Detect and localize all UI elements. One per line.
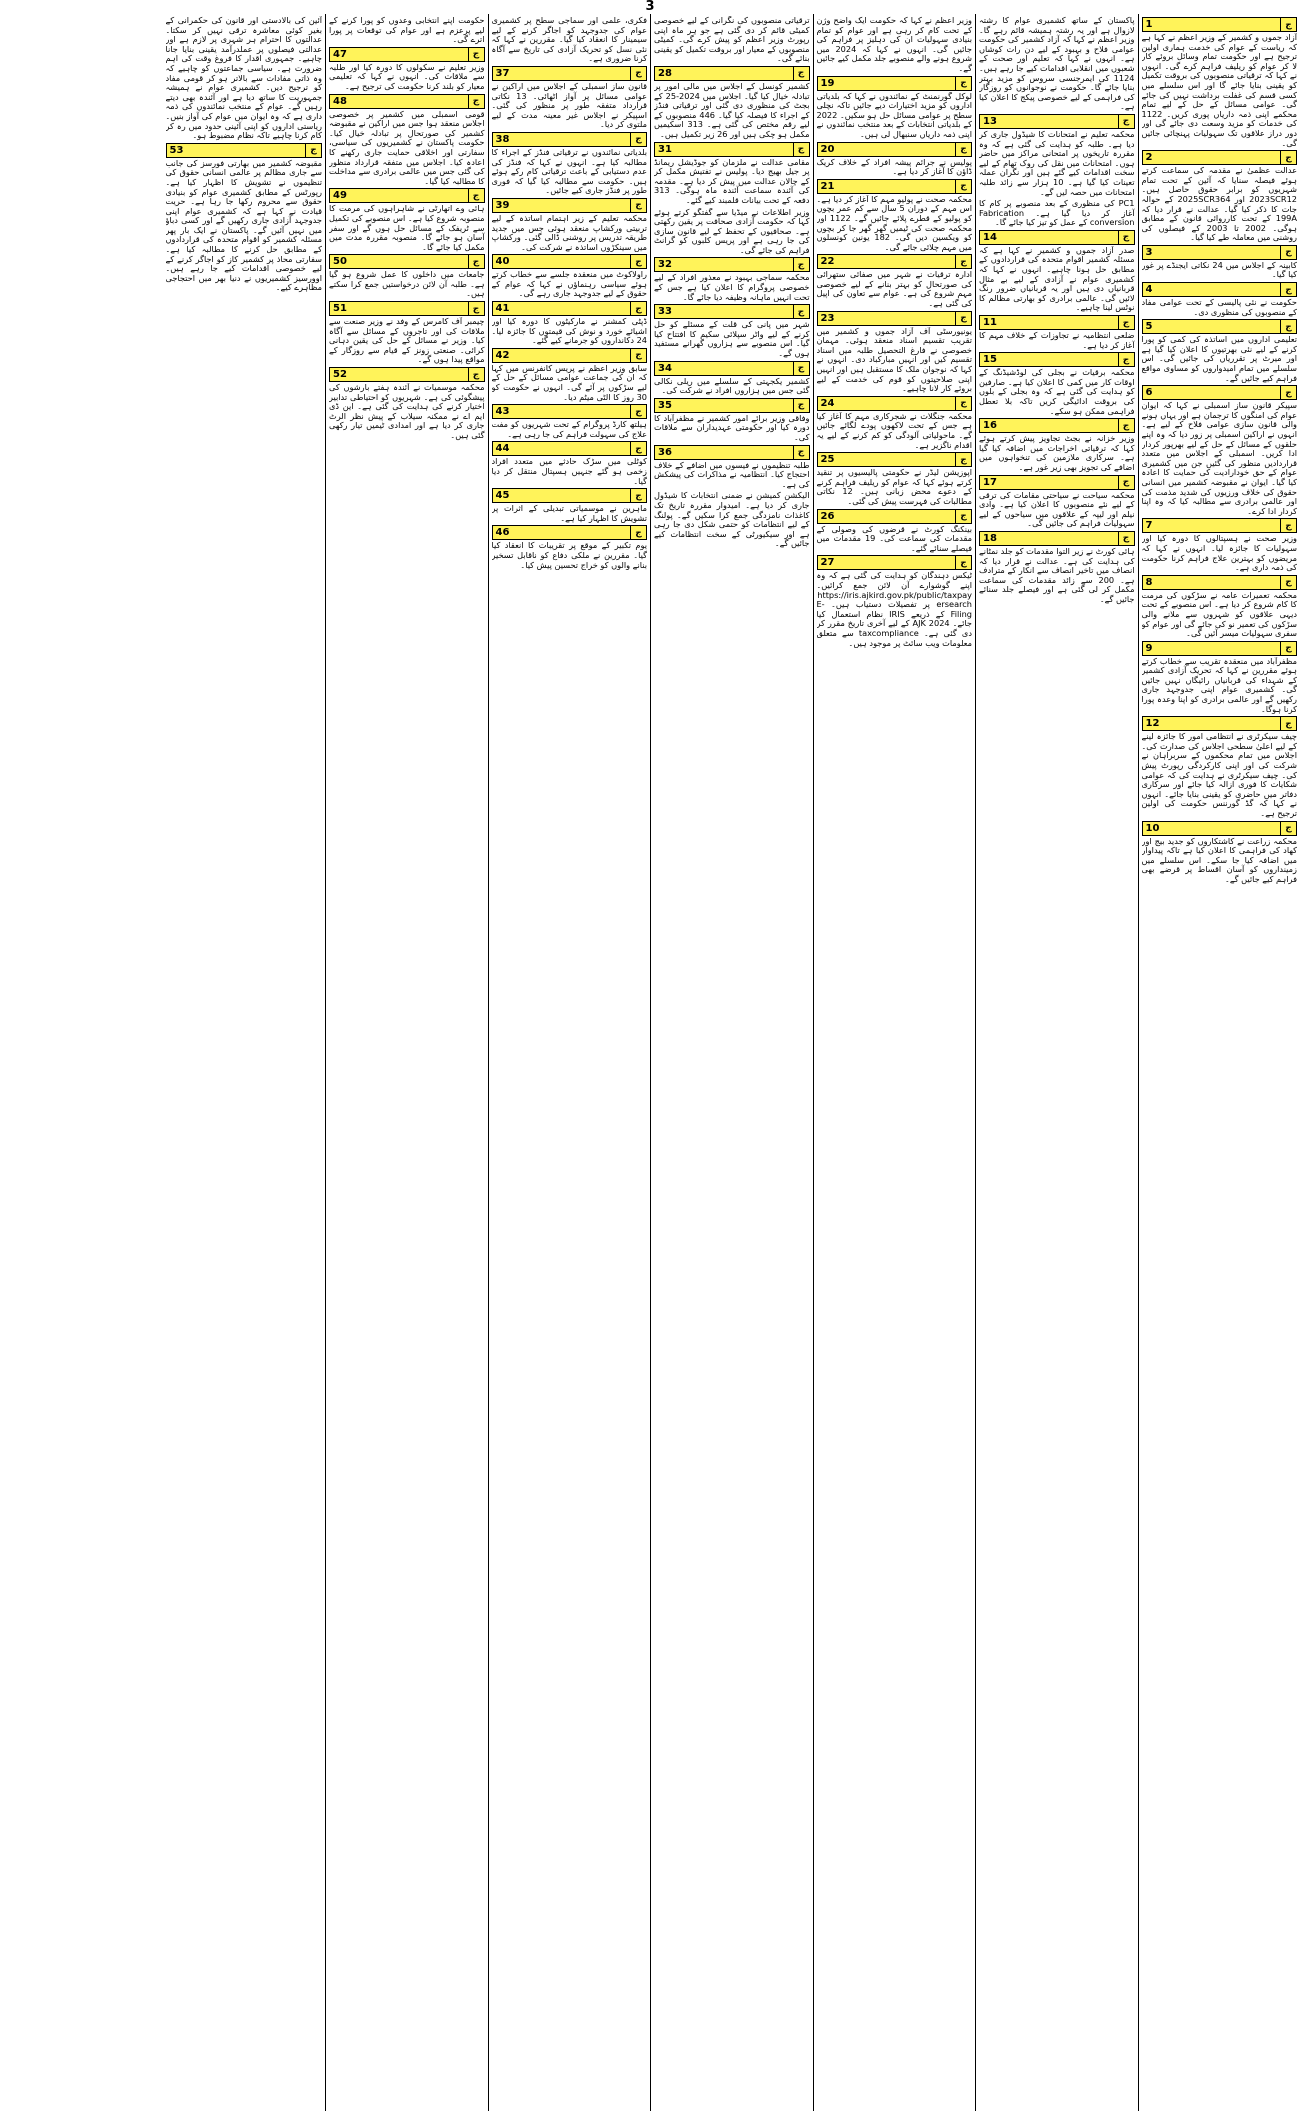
news-column [1138,14,1300,2111]
item-header-bar [1142,575,1298,590]
news-item [1142,518,1298,572]
newspaper-logo-icon: ج [630,255,646,268]
item-text: ادارہ ترقیات نے شہر میں صفائی ستھرائی کی صورتحال کو بہتر بنانے کے لیے خصوصی مہم شروع کی ہے۔ عوام سے تعاون کی اپیل کی گئی ہے۔ [816,270,972,309]
news-item [654,16,810,64]
news-item [329,47,485,92]
newspaper-logo-icon: ج [630,349,646,362]
item-header-bar [492,301,648,316]
item-header-bar [654,398,810,413]
newspaper-logo-icon: ج [630,405,646,418]
item-text: محکمہ تعلیم کے زیر اہتمام اساتذہ کے لیے تربیتی ورکشاپ منعقد ہوئی جس میں جدید طریقہ تدریس پر روشنی ڈالی گئی۔ ورکشاپ میں سینکڑوں اساتذہ نے شرکت کی۔ [491,213,647,252]
item-text: ڈپٹی کمشنر نے مارکیٹوں کا دورہ کیا اور اشیائے خورد و نوش کی قیمتوں کا جائزہ لیا۔ 24 دکانداروں کو جرمانے کیے گئے۔ [491,317,647,346]
item-number: 48 [333,95,347,107]
item-number: 14 [983,231,997,243]
item-header-bar [492,254,648,269]
item-number: 36 [658,446,672,458]
item-number: 11 [983,317,997,329]
item-header-bar [654,304,810,319]
newspaper-logo-icon: ج [1280,642,1296,655]
news-item [1142,575,1298,639]
news-item [166,143,323,293]
news-item [492,16,648,64]
newspaper-logo-icon: ج [630,67,646,80]
item-header-bar [654,142,810,157]
item-number: 18 [983,532,997,544]
newspaper-logo-icon: ج [1118,231,1134,244]
item-text: پاکستان کے ساتھ کشمیری عوام کا رشتہ لازوال ہے اور یہ رشتہ ہمیشہ قائم رہے گا۔ وزیر اعظم نے کہا کہ آزاد کشمیر کی حکومت عوامی فلاح و بہبود کے لیے دن رات کوشاں ہے۔ انہوں نے کہا کہ تعلیم اور صحت کے شعبوں میں انقلابی اقدامات کیے جا رہے ہیں۔ 1124 کی ایمرجنسی سروس کو مزید بہتر بنایا جائے گا۔ حکومت نے نوجوانوں کو روزگار کی فراہمی کے لیے خصوصی پیکج کا اعلان کیا ہے۔ [979,16,1135,112]
item-text: تعلیمی اداروں میں اساتذہ کی کمی کو پورا کرنے کے لیے نئی بھرتیوں کا اعلان کیا گیا ہے اور میرٹ پر تقرریاں کی جائیں گی۔ اس سلسلے میں تمام امیدواروں کو مساوی مواقع فراہم کیے جائیں گے۔ [1141,335,1297,383]
item-text: محکمہ موسمیات نے آئندہ ہفتے بارشوں کی پیشگوئی کی ہے۔ شہریوں کو احتیاطی تدابیر اختیار کرنے کی ہدایت کی گئی ہے۔ این ڈی ایم اے نے ممکنہ سیلاب کے پیش نظر الرٹ جاری کر دیا ہے اور امدادی ٹیمیں تیار رکھی گئی ہیں۔ [329,383,485,440]
newspaper-logo-icon: ج [955,77,971,90]
item-number: 37 [495,67,510,79]
item-header-bar [979,352,1135,367]
newspaper-logo-icon: ج [955,510,971,523]
newspaper-logo-icon: ج [1280,519,1296,532]
item-number: 24 [820,397,835,409]
item-number: 9 [1145,642,1153,654]
item-header-bar [329,301,485,316]
item-number: 47 [333,48,347,60]
news-item [329,301,485,365]
item-number: 17 [983,476,997,488]
item-text: آئین کی بالادستی اور قانون کی حکمرانی کے بغیر کوئی معاشرہ ترقی نہیں کر سکتا۔ عدالتوں کا احترام ہر شہری پر لازم ہے اور عدالتی فیصلوں پر عملدرآمد یقینی بنایا جانا چاہیے۔ جمہوری اقدار کا فروغ وقت کی اہم ضرورت ہے۔ سیاسی جماعتوں کو چاہیے کہ وہ ذاتی مفادات سے بالاتر ہو کر قومی مفاد کو ترجیح دیں۔ کشمیری عوام نے ہمیشہ جمہوریت کا ساتھ دیا ہے اور آئندہ بھی دیتے رہیں گے۔ عوام کے منتخب نمائندوں کی ذمہ داری ہے کہ وہ ایوان میں عوام کی آواز بنیں۔ ریاستی اداروں کو اپنی آئینی حدود میں رہ کر کام کرنا چاہیے تاکہ نظام مضبوط ہو۔ [165,16,322,141]
news-item [817,16,973,74]
item-text: محکمہ سماجی بہبود نے معذور افراد کے لیے خصوصی پروگرام کا اعلان کیا ہے جس کے تحت انہیں ماہانہ وظیفہ دیا جائے گا۔ [654,273,810,302]
item-text: یوم تکبیر کے موقع پر تقریبات کا انعقاد کیا گیا۔ مقررین نے ملکی دفاع کو ناقابل تسخیر بنانے والوں کو خراج تحسین پیش کیا۔ [491,541,647,570]
item-number: 31 [658,143,672,155]
news-item [1142,17,1298,148]
news-item [1142,150,1298,243]
item-number: 26 [820,510,835,522]
item-text: شہر میں پانی کی قلت کے مسئلے کو حل کرنے کے لیے واٹر سپلائی سکیم کا افتتاح کیا گیا۔ اس منصوبے سے ہزاروں گھرانے مستفید ہوں گے۔ [654,320,810,359]
item-text: وزیر صحت نے ہسپتالوں کا دورہ کیا اور سہولیات کا جائزہ لیا۔ انہوں نے کہا کہ مریضوں کو بہترین علاج فراہم کرنا حکومت کی ذمہ داری ہے۔ [1141,534,1297,573]
news-item [492,66,648,130]
item-text: فکری، علمی اور سماجی سطح پر کشمیری عوام کی جدوجہد کو اجاگر کرنے کے لیے سیمینار کا انعقاد کیا گیا۔ مقررین نے کہا کہ نئی نسل کو تحریک آزادی کی تاریخ سے آگاہ کرنا ضروری ہے۔ [491,16,647,64]
news-item [654,398,810,443]
item-number: 7 [1145,520,1153,532]
item-number: 3 [1145,246,1153,258]
item-header-bar [329,254,485,269]
news-item [654,66,810,140]
newspaper-logo-icon: ج [1280,717,1296,730]
item-text: ہائی وے اتھارٹی نے شاہراہوں کی مرمت کا منصوبہ شروع کیا ہے۔ اس منصوبے کی تکمیل سے ٹریفک کے مسائل حل ہوں گے اور سفر آسان ہو جائے گا۔ منصوبہ مقررہ مدت میں مکمل کیا جائے گا۔ [329,204,485,252]
newspaper-logo-icon: ج [630,489,646,502]
news-item [979,230,1135,313]
news-item [817,254,973,308]
news-item [329,254,485,299]
item-number: 39 [495,199,510,211]
newspaper-logo-icon: ج [630,442,646,455]
item-text: محکمہ تعلیم نے امتحانات کا شیڈول جاری کر دیا ہے۔ طلبہ کو ہدایت کی گئی ہے کہ وہ مقررہ تاریخوں پر امتحانی مراکز میں حاضر ہوں۔ امتحانات میں نقل کی روک تھام کے لیے سخت اقدامات کیے گئے ہیں اور نگران عملہ تعینات کیا گیا ہے۔ 10 ہزار سے زائد طلبہ امتحانات میں حصہ لیں گے۔ [979,129,1135,197]
item-header-bar [817,509,973,524]
news-item [166,16,323,141]
newspaper-logo-icon: ج [793,446,809,459]
item-header-bar [817,76,973,91]
item-text: سابق وزیر اعظم نے پریس کانفرنس میں کہا کہ ان کی جماعت عوامی مسائل کے حل کے لیے سڑکوں پر آئے گی۔ انہوں نے حکومت کو 30 روز کا الٹی میٹم دیا۔ [491,363,647,402]
newspaper-logo-icon: ج [1280,386,1296,399]
newspaper-logo-icon: ج [793,258,809,271]
item-header-bar [1142,245,1298,260]
news-item [1142,385,1298,516]
item-number: 2 [1145,152,1153,164]
news-item [654,257,810,302]
news-column [813,14,976,2111]
page-number: 3 [645,0,655,14]
news-item [817,76,973,140]
item-number: 49 [333,190,347,202]
news-item [979,531,1135,605]
item-text: وفاقی وزیر برائے امور کشمیر نے مظفرآباد کا دورہ کیا اور حکومتی عہدیداران سے ملاقات کی۔ [654,413,810,442]
item-header-bar [492,198,648,213]
news-item [654,445,810,490]
item-header-bar [1142,518,1298,533]
item-header-bar [1142,282,1298,297]
item-header-bar [979,114,1135,129]
news-item [979,475,1135,529]
item-number: 43 [495,406,510,418]
newspaper-logo-icon: ج [793,143,809,156]
news-column [975,14,1138,2111]
item-header-bar [979,531,1135,546]
item-text: کشمیر یکجہتی کے سلسلے میں ریلی نکالی گئی جس میں ہزاروں افراد نے شرکت کی۔ [654,376,810,396]
newspaper-logo-icon: ج [1118,316,1134,329]
item-text: بلدیاتی نمائندوں نے ترقیاتی فنڈز کے اجراء کا مطالبہ کیا ہے۔ انہوں نے کہا کہ فنڈز کی عدم دستیابی کے باعث ترقیاتی کام رکے ہوئے ہیں۔ حکومت سے مطالبہ کیا گیا کہ فوری طور پر فنڈز جاری کیے جائیں۔ [491,147,647,196]
news-item [817,555,973,648]
item-number: 10 [1145,822,1160,834]
item-text: محکمہ جنگلات نے شجرکاری مہم کا آغاز کیا ہے جس کے تحت لاکھوں پودے لگائے جائیں گے۔ ماحولیاتی آلودگی کو کم کرنے کے لیے یہ اقدام ناگزیر ہے۔ [816,411,972,450]
newspaper-logo-icon: ج [955,312,971,325]
newspaper-logo-icon: ج [793,399,809,412]
newspaper-logo-icon: ج [1118,476,1134,489]
item-text: قانون ساز اسمبلی کے اجلاس میں اراکین نے عوامی مسائل پر آواز اٹھائی۔ 13 نکاتی قرارداد متفقہ طور پر منظور کی گئی۔ اسپیکر نے اجلاس غیر معینہ مدت کے لیے ملتوی کر دیا۔ [491,81,647,130]
news-column [650,14,813,2111]
newspaper-logo-icon: ج [468,302,484,315]
item-header-bar [1142,150,1298,165]
item-header-bar [817,142,973,157]
item-text: وزیر اطلاعات نے میڈیا سے گفتگو کرتے ہوئے کہا کہ حکومت آزادی صحافت پر یقین رکھتی ہے۔ صحافیوں کے تحفظ کے لیے قانون سازی کی جا رہی ہے اور پریس کلبوں کو گرانٹ فراہم کی جائے گی۔ [654,207,810,255]
item-number: 50 [333,256,347,268]
item-header-bar [654,361,810,376]
item-text: حکومت اپنے انتخابی وعدوں کو پورا کرنے کے لیے پرعزم ہے اور عوام کی توقعات پر پورا اترے گی۔ [329,16,485,45]
item-text: عدالت عظمیٰ نے مقدمہ کی سماعت کرتے ہوئے فیصلہ سنایا کہ آئین کے تحت تمام شہریوں کو برابر حقوق حاصل ہیں۔ 2023SCR12 اور 2025SCR364 کے حوالہ جات کا ذکر کیا گیا۔ عدالت نے قرار دیا کہ 199A کے تحت کارروائی قانون کے مطابق ہوگی۔ 2002 تا 2003 کے فیصلوں کی روشنی میں معاملہ طے کیا گیا۔ [1141,166,1297,243]
news-column [163,14,326,2111]
item-text: لوکل گورنمنٹ کے نمائندوں نے کہا کہ بلدیاتی اداروں کو مزید اختیارات دیے جائیں تاکہ نچلی سطح پر عوامی مسائل حل ہو سکیں۔ 2022 کے بلدیاتی انتخابات کے بعد منتخب نمائندوں نے اپنی ذمہ داریاں سنبھال لی ہیں۔ [816,91,972,139]
item-header-bar [492,132,648,147]
item-header-bar [817,555,973,570]
newspaper-logo-icon: ج [793,67,809,80]
news-item [329,188,485,252]
item-text: محکمہ برقیات نے بجلی کی لوڈشیڈنگ کے اوقات کار میں کمی کا اعلان کیا ہے۔ صارفین کو ہدایت کی گئی ہے کہ وہ بجلی کے بلوں کی بروقت ادائیگی کریں تاکہ بلا تعطل فراہمی ممکن ہو سکے۔ [979,368,1135,416]
item-text: ضلعی انتظامیہ نے تجاوزات کے خلاف مہم کا آغاز کر دیا ہے۔ [979,331,1135,350]
news-item [329,16,485,45]
news-item [817,396,973,450]
item-text: وزیر تعلیم نے سکولوں کا دورہ کیا اور طلبہ سے ملاقات کی۔ انہوں نے کہا کہ تعلیمی معیار کو بلند کرنا حکومت کی ترجیح ہے۔ [329,62,485,91]
news-item [492,441,648,486]
item-text: الیکشن کمیشن نے ضمنی انتخابات کا شیڈول جاری کر دیا ہے۔ امیدوار مقررہ تاریخ تک کاغذات نامزدگی جمع کرا سکیں گے۔ پولنگ کے لیے انتظامات کو حتمی شکل دی جا رہی ہے اور سیکیورٹی کے سخت انتظامات کیے جائیں گے۔ [654,491,810,549]
item-header-bar [979,315,1135,330]
item-text: بینکنگ کورٹ نے قرضوں کی وصولی کے مقدمات کی سماعت کی۔ 19 مقدمات میں فیصلے سنائے گئے۔ [816,524,972,553]
news-item [979,16,1135,112]
news-item [1142,716,1298,818]
newspaper-logo-icon: ج [468,189,484,202]
newspaper-logo-icon: ج [468,48,484,61]
item-number: 51 [333,303,347,315]
newspaper-logo-icon: ج [630,199,646,212]
item-number: 4 [1145,284,1153,296]
item-text: ماہرین نے موسمیاتی تبدیلی کے اثرات پر تشویش کا اظہار کیا ہے۔ [491,504,647,523]
item-header-bar [1142,821,1298,836]
item-number: 16 [983,420,997,432]
item-number: 15 [983,354,997,366]
newspaper-logo-icon: ج [468,95,484,108]
news-item [654,208,810,256]
item-number: 40 [495,256,510,268]
item-number: 23 [820,312,835,324]
item-header-bar [492,66,648,81]
item-text: پولیس نے جرائم پیشہ افراد کے خلاف کریک ڈاؤن کا آغاز کر دیا ہے۔ [816,157,972,177]
news-item [979,114,1135,197]
newspaper-logo-icon: ج [1280,320,1296,333]
newspaper-logo-icon: ج [1280,283,1296,296]
news-item [817,142,973,177]
item-text: کوٹلی میں سڑک حادثے میں متعدد افراد زخمی ہو گئے جنہیں ہسپتال منتقل کر دیا گیا۔ [491,457,647,486]
item-number: 8 [1145,576,1153,588]
item-text: حکومت نے نئی پالیسی کے تحت عوامی مفاد کے منصوبوں کی منظوری دی۔ [1141,298,1297,317]
item-text: محکمہ تعمیرات عامہ نے سڑکوں کی مرمت کا کام شروع کر دیا ہے۔ اس منصوبے کے تحت دیہی علاقوں کو شہروں سے ملانے والی سڑکوں کی تعمیر نو کی جائے گی اور عوام کو سفری سہولیات میسر آئیں گی۔ [1141,590,1297,639]
news-item [1142,641,1298,715]
news-item [1142,282,1298,317]
newspaper-logo-icon: ج [1280,18,1296,31]
newspaper-logo-icon: ج [793,305,809,318]
item-header-bar [979,475,1135,490]
item-number: 45 [495,490,510,502]
news-item [979,418,1135,472]
item-number: 38 [495,133,510,145]
news-item [492,198,648,252]
item-number: 22 [820,256,835,268]
news-item [492,525,648,570]
item-text: وزیر خزانہ نے بجٹ تجاویز پیش کرتے ہوئے کہا کہ ترقیاتی اخراجات میں اضافہ کیا گیا ہے۔ سرکاری ملازمین کی تنخواہوں میں اضافے کی تجویز بھی زیر غور ہے۔ [979,434,1135,472]
item-header-bar [817,311,973,326]
item-text: قومی اسمبلی میں کشمیر پر خصوصی اجلاس منعقد ہوا جس میں اراکین نے مقبوضہ کشمیر کی صورتحال پر تبادلہ خیال کیا۔ حکومت پاکستان نے کشمیریوں کی سیاسی، سفارتی اور اخلاقی حمایت جاری رکھنے کا اعادہ کیا۔ اجلاس میں متفقہ قرارداد منظور کی گئی جس میں عالمی برادری سے مداخلت کا مطالبہ کیا گیا۔ [329,109,485,186]
news-item [817,452,973,506]
item-text: PC1 کی منظوری کے بعد منصوبے پر کام کا آغاز کر دیا گیا ہے۔ Fabrication conversion کے عمل کو تیز کیا جائے گا۔ [979,199,1135,228]
newspaper-logo-icon: ج [630,302,646,315]
item-number: 33 [658,306,672,318]
item-number: 46 [495,527,510,539]
item-number: 41 [495,303,510,315]
item-number: 19 [820,77,835,89]
item-text: راولاکوٹ میں منعقدہ جلسے سے خطاب کرتے ہوئے سیاسی رہنماؤں نے کہا کہ عوام کے حقوق کے لیے جدوجہد جاری رہے گی۔ [491,270,647,299]
item-text: چیف سیکرٹری نے انتظامی امور کا جائزہ لینے کے لیے اعلیٰ سطحی اجلاس کی صدارت کی۔ اجلاس میں تمام محکموں کے سربراہان نے شرکت کی اور اپنی کارکردگی رپورٹ پیش کی۔ چیف سیکرٹری نے ہدایت کی کہ عوامی شکایات کا فوری ازالہ کیا جائے اور سرکاری دفاتر میں حاضری کو یقینی بنایا جائے۔ انہوں نے کہا کہ گڈ گورننس حکومت کی اولین ترجیح ہے۔ [1141,732,1297,818]
news-item [1142,319,1298,383]
news-column [488,14,651,2111]
newspaper-logo-icon: ج [955,180,971,193]
item-text: طلبہ تنظیموں نے فیسوں میں اضافے کے خلاف احتجاج کیا۔ انتظامیہ نے مذاکرات کی پیشکش کی ہے۔ [654,460,810,489]
newspaper-logo-icon: ج [955,453,971,466]
item-number: 21 [820,180,835,192]
item-number: 20 [820,143,835,155]
newspaper-logo-icon: ج [955,255,971,268]
item-header-bar [1142,17,1298,32]
newspaper-logo-icon: ج [955,397,971,410]
news-item [817,311,973,394]
item-text: محکمہ صحت نے پولیو مہم کا آغاز کر دیا ہے۔ اس مہم کے دوران 5 سال سے کم عمر بچوں کو پولیو کے قطرے پلائے جائیں گے۔ 1122 اور محکمہ صحت کی ٹیمیں گھر گھر جا کر بچوں کو ویکسین دیں گی۔ 182 یونین کونسلوں میں مہم چلائی جائے گی۔ [816,194,972,252]
news-item [1142,821,1298,885]
newspaper-logo-icon: ج [1118,532,1134,545]
item-text: مقامی عدالت نے ملزمان کو جوڈیشل ریمانڈ پر جیل بھیج دیا۔ پولیس نے تفتیش مکمل کر کے چالان عدالت میں پیش کر دیا ہے۔ مقدمہ کی آئندہ سماعت آئندہ ماہ ہوگی۔ 313 دفعہ کے تحت بیانات قلمبند کیے گئے۔ [654,157,810,205]
item-header-bar [329,47,485,62]
news-item [1142,245,1298,280]
news-item [654,361,810,396]
news-item [492,132,648,196]
item-header-bar [329,94,485,109]
news-item [654,304,810,358]
item-header-bar [492,441,648,456]
item-number: 44 [495,443,510,455]
item-number: 42 [495,349,510,361]
item-header-bar [817,179,973,194]
item-header-bar [817,396,973,411]
item-header-bar [329,188,485,203]
item-number: 13 [983,115,997,127]
newspaper-logo-icon: ج [955,143,971,156]
item-number: 25 [820,454,835,466]
item-header-bar [492,348,648,363]
item-header-bar [1142,641,1298,656]
news-item [979,199,1135,228]
item-text: مقبوضہ کشمیر میں بھارتی فورسز کی جانب سے جاری مظالم پر عالمی انسانی حقوق کی تنظیموں نے تشویش کا اظہار کیا ہے۔ رپورٹس کے مطابق کشمیری عوام کو بنیادی حقوق سے محروم رکھا جا رہا ہے۔ حریت قیادت نے کہا ہے کہ کشمیری عوام اپنی جدوجہد آزادی جاری رکھیں گے اور کسی دباؤ میں نہیں آئیں گے۔ پاکستان نے ایک بار پھر مسئلہ کشمیر کو اقوام متحدہ کی قراردادوں کے مطابق حل کرنے کا مطالبہ کیا ہے۔ سفارتی محاذ پر کشمیر کاز کو اجاگر کرنے کے لیے خصوصی اقدامات کیے جا رہے ہیں۔ اوورسیز کشمیریوں نے دنیا بھر میں احتجاجی مظاہرے کیے۔ [165,158,322,293]
newspaper-logo-icon: ج [1280,576,1296,589]
newspaper-logo-icon: ج [630,133,646,146]
item-number: 5 [1145,321,1153,333]
item-header-bar [1142,716,1298,731]
item-header-bar [1142,385,1298,400]
item-text: یونیورسٹی آف آزاد جموں و کشمیر میں تقریب تقسیم اسناد منعقد ہوئی۔ مہمان خصوصی نے فارغ التحصیل طلبہ میں اسناد تقسیم کیں اور انہیں مبارکباد دی۔ انہوں نے کہا کہ نوجوان ملک کا مستقبل ہیں اور انہیں اپنی صلاحیتوں کو قوم کی خدمت کے لیے بروئے کار لانا چاہیے۔ [816,326,972,394]
item-number: 35 [658,399,672,411]
item-header-bar [654,257,810,272]
news-item [492,488,648,523]
news-item [492,404,648,439]
news-item [979,352,1135,416]
item-text: ہائی کورٹ نے زیر التوا مقدمات کو جلد نمٹانے کی ہدایت کی ہے۔ عدالت نے قرار دیا کہ انصاف میں تاخیر انصاف سے انکار کے مترادف ہے۔ 200 سے زائد مقدمات کی سماعت مکمل کر لی گئی ہے اور فیصلے جلد سنائے جائیں گے۔ [979,546,1135,604]
news-item [654,491,810,549]
newspaper-logo-icon: ج [468,368,484,381]
item-text: سپیکر قانون ساز اسمبلی نے کہا کہ ایوان عوام کی امنگوں کا ترجمان ہے اور یہاں ہونے والی قانون سازی عوامی فلاح کے لیے ہے۔ انہوں نے اراکین اسمبلی پر زور دیا کہ وہ اپنے حلقوں کے مسائل کے حل کے لیے بھرپور کردار ادا کریں۔ اسمبلی کے اجلاس میں متعدد قراردادیں منظور کی گئیں جن میں کشمیری عوام کے حق خودارادیت کی حمایت کا اعادہ کیا گیا۔ ایوان نے مقبوضہ کشمیر میں انسانی حقوق کی خلاف ورزیوں کی شدید مذمت کی اور عالمی برادری سے مطالبہ کیا کہ وہ اپنا کردار ادا کرے۔ [1141,401,1297,516]
newspaper-logo-icon: ج [793,362,809,375]
newspaper-logo-icon: ج [1118,353,1134,366]
item-header-bar [492,525,648,540]
newspaper-logo-icon: ج [630,526,646,539]
newspaper-logo-icon: ج [1280,246,1296,259]
item-number: 12 [1145,718,1160,730]
item-number: 32 [658,259,672,271]
news-item [329,367,485,441]
item-header-bar [979,418,1135,433]
newspaper-columns [0,14,1300,2111]
news-item [492,301,648,346]
item-text: آزاد جموں و کشمیر کے وزیر اعظم نے کہا ہے کہ ریاست کے عوام کی خدمت ہماری اولین ترجیح ہے اور حکومت تمام وسائل بروئے کار لا کر عوام کو ریلیف فراہم کرے گی۔ انہوں نے کہا کہ ترقیاتی منصوبوں کی بروقت تکمیل کو یقینی بنایا جائے گا اور اس سلسلے میں کسی قسم کی غفلت برداشت نہیں کی جائے گی۔ عوامی مسائل کے حل کے لیے تمام محکمے اپنی ذمہ داریاں پوری کریں۔ 1122 کی خدمات کو مزید وسعت دی جائے گی اور دور دراز علاقوں تک سہولیات پہنچائی جائیں گی۔ [1141,33,1297,148]
news-item [492,254,648,299]
news-item [654,142,810,206]
item-header-bar [329,367,485,382]
item-text: محکمہ زراعت نے کاشتکاروں کو جدید بیج اور کھاد کی فراہمی کا اعلان کیا ہے تاکہ پیداوار میں اضافہ کیا جا سکے۔ اس سلسلے میں زمینداروں کو آسان اقساط پر قرضے بھی فراہم کیے جائیں گے۔ [1141,836,1297,884]
item-header-bar [492,488,648,503]
newspaper-logo-icon: ج [955,556,971,569]
item-text: محکمہ سیاحت نے سیاحتی مقامات کی ترقی کے لیے نئے منصوبوں کا اعلان کیا ہے۔ وادی نیلم اور لیپہ کے علاقوں میں سیاحوں کے لیے سہولیات فراہم کی جائیں گی۔ [979,490,1135,529]
newspaper-logo-icon: ج [468,255,484,268]
item-text: وزیر اعظم نے کہا کہ حکومت ایک واضح وژن کے تحت کام کر رہی ہے اور عوام کو تمام بنیادی سہولیات ان کی دہلیز پر فراہم کی جائیں گی۔ انہوں نے کہا کہ 2024 میں شروع ہونے والے منصوبے جلد مکمل کیے جائیں گے۔ [816,16,972,73]
item-header-bar [654,445,810,460]
item-number: 53 [169,144,184,156]
item-header-bar [654,66,810,81]
news-column [325,14,488,2111]
item-text: چیمبر آف کامرس کے وفد نے وزیر صنعت سے ملاقات کی اور تاجروں کے مسائل سے آگاہ کیا۔ وزیر نے مسائل کے حل کی یقین دہانی کرائی۔ صنعتی زونز کے قیام سے روزگار کے مواقع پیدا ہوں گے۔ [329,317,485,365]
item-number: 28 [658,67,672,79]
item-number: 27 [820,557,835,569]
item-number: 1 [1145,19,1153,30]
item-header-bar [817,452,973,467]
item-text: اپوزیشن لیڈر نے حکومتی پالیسیوں پر تنقید کرتے ہوئے کہا کہ عوام کو ریلیف فراہم کرنے کے دعوے محض زبانی ہیں۔ 12 نکاتی مطالبات کی فہرست پیش کی گئی۔ [816,468,972,506]
news-item [979,315,1135,350]
newspaper-logo-icon: ج [305,144,321,157]
newspaper-logo-icon: ج [1118,115,1134,128]
item-number: 6 [1145,387,1153,399]
item-header-bar [166,143,323,158]
item-text: مظفرآباد میں منعقدہ تقریب سے خطاب کرتے ہوئے مقررین نے کہا کہ تحریک آزادی کشمیر کے شہداء کی قربانیاں رائیگاں نہیں جائیں گی۔ کشمیری عوام اپنی جدوجہد جاری رکھیں گے اور عالمی برادری کو اپنا وعدہ پورا کرنا ہوگا۔ [1141,656,1297,714]
item-text: ہیلتھ کارڈ پروگرام کے تحت شہریوں کو مفت علاج کی سہولت فراہم کی جا رہی ہے۔ [491,420,647,439]
item-text: ترقیاتی منصوبوں کی نگرانی کے لیے خصوصی کمیٹی قائم کر دی گئی ہے جو ہر ماہ اپنی رپورٹ وزیر اعظم کو پیش کرے گی۔ کمیٹی منصوبوں کے معیار اور بروقت تکمیل کو یقینی بنائے گی۔ [654,16,810,64]
item-header-bar [817,254,973,269]
item-text: ٹیکس دہندگان کو ہدایت کی گئی ہے کہ وہ اپنے گوشوارے آن لائن جمع کرائیں۔ https://iris.ajkird.gov.pk/public/taxpayersearch پر تفصیلات دستیاب ہیں۔ E-Filing کے ذریعے IRIS نظام استعمال کیا جائے۔ AJK 2024 کے لیے آخری تاریخ مقرر کر دی گئی ہے۔ taxcompliance سے متعلق معلومات ویب سائٹ پر موجود ہیں۔ [816,571,972,648]
item-number: 34 [658,362,672,374]
item-text: صدر آزاد جموں و کشمیر نے کہا ہے کہ مسئلہ کشمیر اقوام متحدہ کی قراردادوں کے مطابق حل ہونا چاہیے۔ انہوں نے کہا کہ کشمیری عوام نے آزادی کے لیے بے مثال قربانیاں دی ہیں اور یہ قربانیاں ضرور رنگ لائیں گی۔ عالمی برادری کو بھارتی مظالم کا نوٹس لینا چاہیے۔ [979,245,1135,313]
news-item [492,348,648,402]
item-text: جامعات میں داخلوں کا عمل شروع ہو گیا ہے۔ طلبہ آن لائن درخواستیں جمع کرا سکتے ہیں۔ [329,270,485,299]
newspaper-logo-icon: ج [1280,151,1296,164]
newspaper-logo-icon: ج [1280,822,1296,835]
item-header-bar [1142,319,1298,334]
item-header-bar [492,404,648,419]
item-number: 52 [333,369,347,381]
news-item [817,179,973,253]
newspaper-logo-icon: ج [1118,419,1134,432]
item-text: کشمیر کونسل کے اجلاس میں مالی امور پر تبادلہ خیال کیا گیا۔ اجلاس میں 2024-25 کے بجٹ کی منظوری دی گئی اور ترقیاتی فنڈز کے اجراء کا فیصلہ کیا گیا۔ 446 منصوبوں کے لیے رقم مختص کی گئی ہے۔ 313 اسکیمیں مکمل ہو چکی ہیں اور 26 زیر تکمیل ہیں۔ [654,81,810,139]
item-text: کابینہ کے اجلاس میں 24 نکاتی ایجنڈے پر غور کیا گیا۔ [1141,260,1297,280]
news-item [329,94,485,187]
news-item [817,509,973,554]
item-header-bar [979,230,1135,245]
